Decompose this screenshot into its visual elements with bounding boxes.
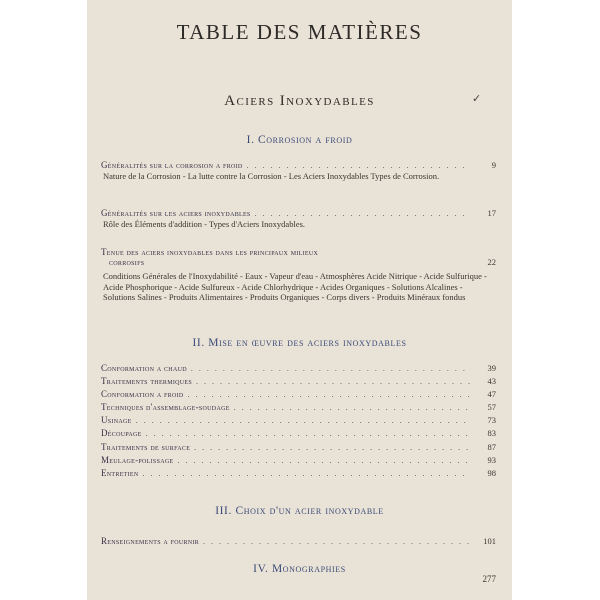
entry-title: Généralités sur les aciers inoxydables — [101, 208, 251, 218]
entry-title-continued: corrosifs — [109, 257, 145, 267]
toc-entry[interactable] — [101, 208, 496, 230]
page-number: 43 — [487, 376, 496, 387]
toc-list-section-3 — [101, 536, 496, 546]
dot-leader — [194, 441, 470, 454]
entry-title: Conformation a chaud — [101, 363, 187, 373]
toc-entry[interactable] — [101, 454, 496, 467]
entry-title: Entretien — [101, 467, 139, 478]
entry-title: Renseignements a fournir — [101, 536, 200, 546]
book-page — [87, 0, 512, 600]
dot-leader — [234, 401, 470, 414]
page-title: TABLE DES MATIÈRES — [176, 20, 423, 44]
dot-leader — [247, 160, 470, 171]
toc-entry[interactable] — [101, 441, 496, 454]
entry-description: Conditions Générales de l'Inoxydabilité - Eaux - Vapeur d'eau - Atmosphères Acide Nitrique - Acide Sulfurique - Acide Phosphorique - Acide Sulfureux - Acide Chlorhydrique - Acides Organiques - Solutions Alcalines - Solutions Salines - Produits Alimentaires - Produits Organiques - Corps divers - Produits Minéraux fondus — [103, 271, 487, 302]
toc-entry[interactable] — [101, 536, 496, 546]
section-heading-1: I. Corrosion a froid — [246, 134, 353, 146]
entry-title: Meulage-polissage — [101, 454, 174, 465]
entry-title: Tenue des aciers inoxydables dans les principaux milieux — [101, 247, 319, 257]
dot-leader — [146, 427, 470, 440]
section-heading-2: II. Mise en œuvre des aciers inoxydables — [192, 337, 407, 349]
page-number: 22 — [487, 257, 496, 267]
section-heading-4[interactable]: IV. Monographies — [253, 563, 346, 575]
subject-title: Aciers Inoxydables — [224, 93, 375, 109]
entry-title: Traitements de surface — [101, 441, 191, 452]
entry-title: Généralités sur la corrosion a froid — [101, 160, 243, 170]
page-number: 87 — [487, 441, 496, 452]
entry-title: Traitements thermiques — [101, 376, 193, 387]
page-number: 83 — [487, 428, 496, 439]
dot-leader — [255, 208, 470, 219]
dot-leader — [177, 454, 470, 467]
dot-leader — [196, 375, 470, 388]
entry-description: Nature de la Corrosion - La lutte contre la Corrosion - Les Aciers Inoxydables Types de Corrosion. — [103, 171, 440, 181]
dot-leader — [143, 467, 470, 480]
dot-leader — [191, 362, 470, 375]
toc-entry[interactable] — [101, 467, 496, 480]
page-number: 73 — [487, 415, 496, 426]
page-number: 9 — [491, 160, 496, 170]
entry-description: Rôle des Éléments d'addition - Types d'Aciers Inoxydables. — [103, 219, 306, 229]
toc-list-section-2 — [101, 362, 496, 480]
toc-entry[interactable] — [101, 427, 496, 440]
page-number: 277 — [482, 574, 496, 584]
dot-leader — [203, 537, 470, 546]
toc-entry[interactable] — [101, 401, 496, 414]
page-number: 47 — [487, 389, 496, 400]
page-number: 39 — [487, 363, 496, 373]
dot-leader — [136, 414, 470, 427]
toc-entry[interactable] — [101, 414, 496, 427]
page-number: 17 — [487, 208, 496, 218]
toc-entry[interactable] — [101, 388, 496, 401]
page-number: 98 — [487, 467, 496, 478]
entry-title: Usinage — [101, 415, 132, 426]
section-heading-3: III. Choix d'un acier inoxydable — [215, 505, 384, 517]
entry-title: Conformation a froid — [101, 389, 184, 400]
toc-entry[interactable] — [101, 375, 496, 388]
page-number: 93 — [487, 454, 496, 465]
toc-entry[interactable] — [101, 362, 496, 375]
page-number: 101 — [483, 536, 496, 546]
entry-title: Découpage — [101, 428, 142, 439]
toc-entry[interactable] — [101, 160, 496, 182]
page-number: 57 — [487, 402, 496, 413]
check-mark-icon: ✓ — [472, 93, 482, 105]
dot-leader — [188, 388, 470, 401]
toc-entry[interactable] — [101, 247, 496, 303]
entry-title: Techniques d'assemblage-soudage — [101, 402, 230, 413]
